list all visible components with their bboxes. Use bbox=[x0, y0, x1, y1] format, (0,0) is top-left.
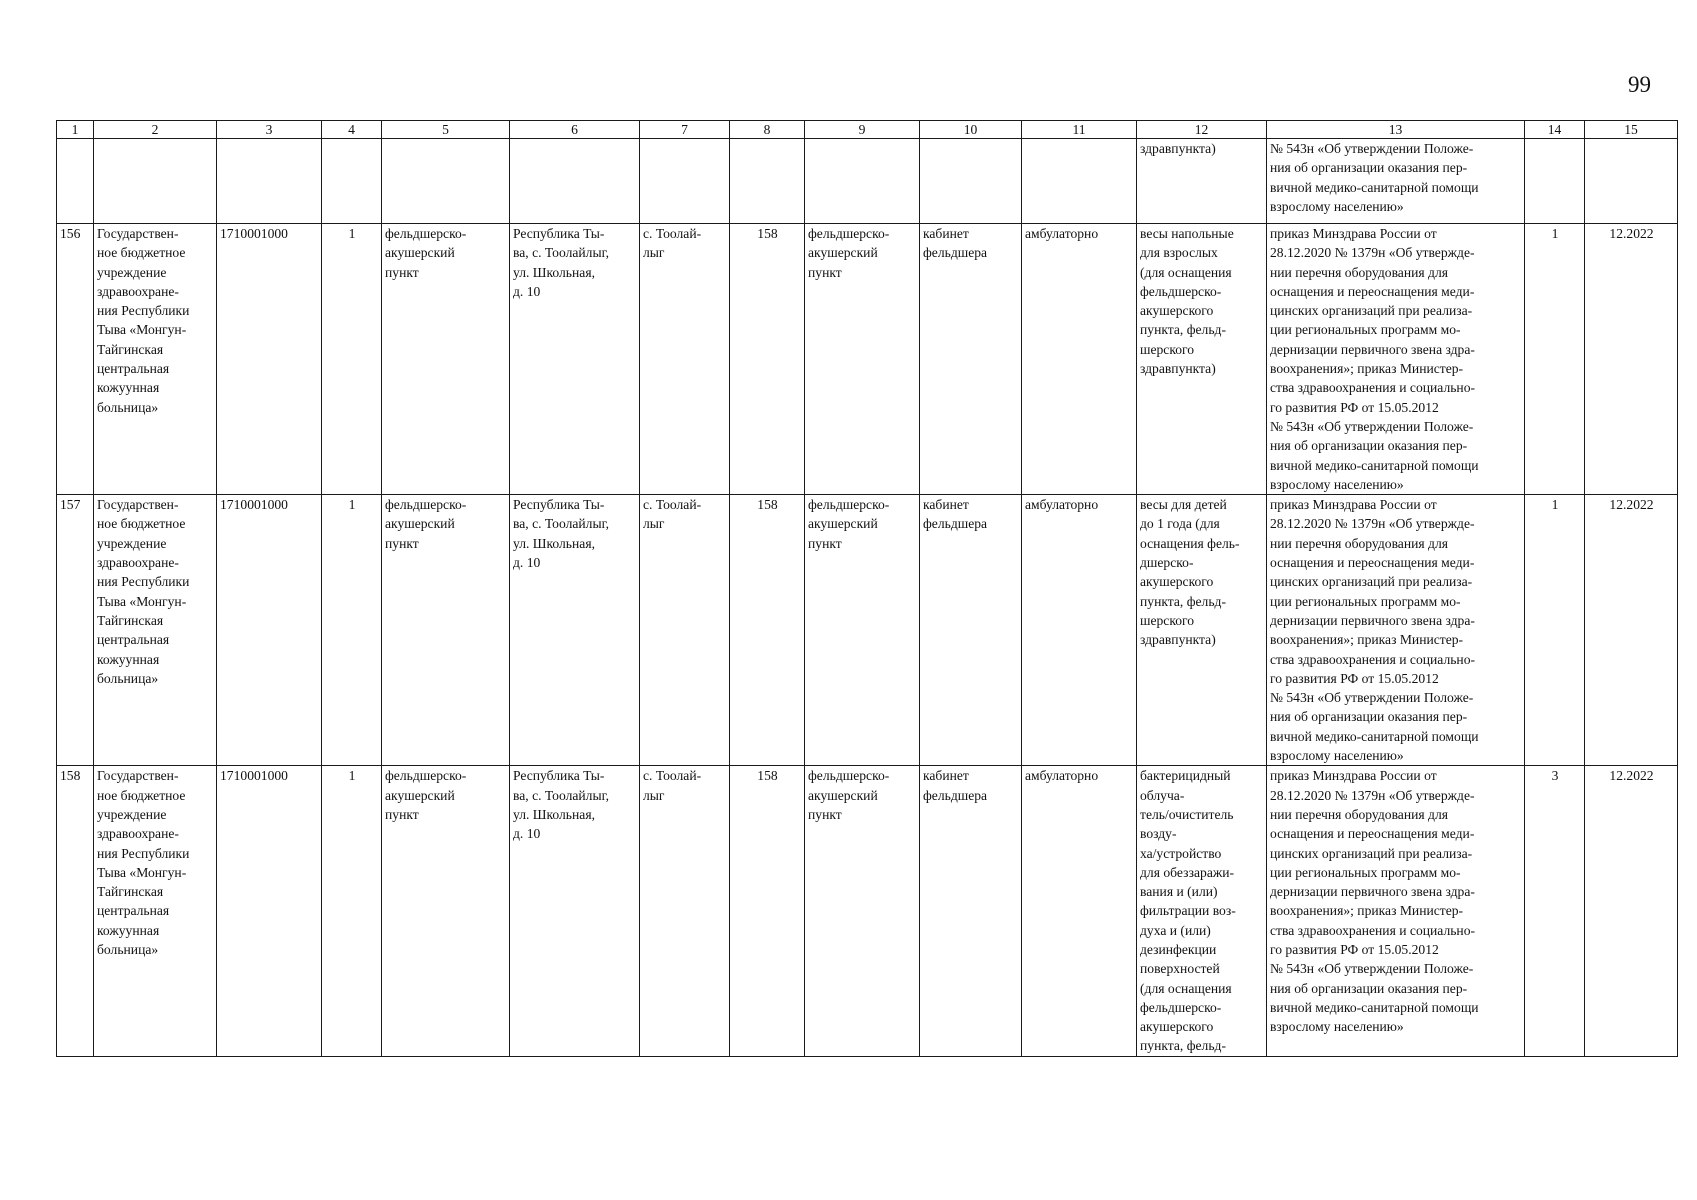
quantity-cell: 1 bbox=[1525, 495, 1585, 766]
count-cell: 1 bbox=[322, 224, 382, 495]
table-row bbox=[57, 224, 1678, 495]
date-cell: 12.2022 bbox=[1585, 495, 1678, 766]
row-number-cell: 157 bbox=[57, 495, 94, 766]
column-header: 1 bbox=[57, 121, 94, 139]
column-header: 11 bbox=[1022, 121, 1137, 139]
room-cell: кабинет фельдшера bbox=[920, 495, 1022, 766]
table-cell bbox=[217, 139, 322, 224]
row-number-cell: 156 bbox=[57, 224, 94, 495]
table-cell bbox=[1022, 139, 1137, 224]
column-header: 14 bbox=[1525, 121, 1585, 139]
table-cell bbox=[1525, 139, 1585, 224]
page-number: 99 bbox=[1628, 72, 1651, 97]
legal-basis-cell: приказ Минздрава России от 28.12.2020 № 1379н «Об утвержде- нии перечня оборудования для оснащения и переоснащения меди- цинских организаций при реализа- ции региональных программ мо- дернизации первичного звена здра- воохранения»; приказ Министер- ства здравоохранения и социально- го развития РФ от 15.05.2012 № 543н «Об утверждении Положе- ния об организации оказания пер- вичной медико-санитарной помощи взрослому населению» bbox=[1267, 766, 1525, 1056]
table-cell bbox=[920, 139, 1022, 224]
equipment-cell: бактерицидный облуча- тель/очиститель возду- ха/устройство для обеззаражи- вания и (или) фильтрации воз- духа и (или) дезинфекции поверхностей (для оснащения фельдшерско- акушерского пункта, фельд- bbox=[1137, 766, 1267, 1056]
count-cell: 1 bbox=[322, 766, 382, 1056]
facility-type-cell: фельдшерско- акушерский пункт bbox=[382, 224, 510, 495]
address-cell: Республика Ты- ва, с. Тоолайлыг, ул. Школьная, д. 10 bbox=[510, 766, 640, 1056]
legal-basis-cell: приказ Минздрава России от 28.12.2020 № 1379н «Об утвержде- нии перечня оборудования для оснащения и переоснащения меди- цинских организаций при реализа- ции региональных программ мо- дернизации первичного звена здра- воохранения»; приказ Министер- ства здравоохранения и социально- го развития РФ от 15.05.2012 № 543н «Об утверждении Положе- ния об организации оказания пер- вичной медико-санитарной помощи взрослому населению» bbox=[1267, 224, 1525, 495]
column-header: 15 bbox=[1585, 121, 1678, 139]
table-cell bbox=[640, 139, 730, 224]
unit-type-cell: фельдшерско- акушерский пункт bbox=[805, 766, 920, 1056]
equipment-table bbox=[56, 120, 1678, 1057]
care-form-cell: амбулаторно bbox=[1022, 766, 1137, 1056]
table-row bbox=[57, 495, 1678, 766]
number-cell: 158 bbox=[730, 495, 805, 766]
unit-type-cell: фельдшерско- акушерский пункт bbox=[805, 224, 920, 495]
number-cell: 158 bbox=[730, 766, 805, 1056]
code-cell: 1710001000 bbox=[217, 495, 322, 766]
care-form-cell: амбулаторно bbox=[1022, 495, 1137, 766]
address-cell: Республика Ты- ва, с. Тоолайлыг, ул. Школьная, д. 10 bbox=[510, 224, 640, 495]
equipment-cell: здравпункта) bbox=[1137, 139, 1267, 224]
quantity-cell: 1 bbox=[1525, 224, 1585, 495]
column-header: 3 bbox=[217, 121, 322, 139]
table-cell bbox=[94, 139, 217, 224]
table-cell bbox=[730, 139, 805, 224]
settlement-cell: с. Тоолай- лыг bbox=[640, 766, 730, 1056]
code-cell: 1710001000 bbox=[217, 766, 322, 1056]
quantity-cell: 3 bbox=[1525, 766, 1585, 1056]
room-cell: кабинет фельдшера bbox=[920, 224, 1022, 495]
continuation-row bbox=[57, 139, 1678, 224]
settlement-cell: с. Тоолай- лыг bbox=[640, 224, 730, 495]
legal-basis-cell: № 543н «Об утверждении Положе- ния об организации оказания пер- вичной медико-санитарной помощи взрослому населению» bbox=[1267, 139, 1525, 224]
legal-basis-cell: приказ Минздрава России от 28.12.2020 № 1379н «Об утвержде- нии перечня оборудования для оснащения и переоснащения меди- цинских организаций при реализа- ции региональных программ мо- дернизации первичного звена здра- воохранения»; приказ Министер- ства здравоохранения и социально- го развития РФ от 15.05.2012 № 543н «Об утверждении Положе- ния об организации оказания пер- вичной медико-санитарной помощи взрослому населению» bbox=[1267, 495, 1525, 766]
unit-type-cell: фельдшерско- акушерский пункт bbox=[805, 495, 920, 766]
organization-cell: Государствен- ное бюджетное учреждение здравоохране- ния Республики Тыва «Монгун- Тайгинская центральная кожуунная больница» bbox=[94, 766, 217, 1056]
column-header: 4 bbox=[322, 121, 382, 139]
column-header: 8 bbox=[730, 121, 805, 139]
column-header: 7 bbox=[640, 121, 730, 139]
table-row bbox=[57, 766, 1678, 1056]
facility-type-cell: фельдшерско- акушерский пункт bbox=[382, 766, 510, 1056]
settlement-cell: с. Тоолай- лыг bbox=[640, 495, 730, 766]
room-cell: кабинет фельдшера bbox=[920, 766, 1022, 1056]
column-header: 9 bbox=[805, 121, 920, 139]
number-cell: 158 bbox=[730, 224, 805, 495]
organization-cell: Государствен- ное бюджетное учреждение здравоохране- ния Республики Тыва «Монгун- Тайгинская центральная кожуунная больница» bbox=[94, 495, 217, 766]
table-cell bbox=[1585, 139, 1678, 224]
organization-cell: Государствен- ное бюджетное учреждение здравоохране- ния Республики Тыва «Монгун- Тайгинская центральная кожуунная больница» bbox=[94, 224, 217, 495]
row-number-cell: 158 bbox=[57, 766, 94, 1056]
date-cell: 12.2022 bbox=[1585, 766, 1678, 1056]
facility-type-cell: фельдшерско- акушерский пункт bbox=[382, 495, 510, 766]
table-cell bbox=[382, 139, 510, 224]
table-cell bbox=[510, 139, 640, 224]
table-cell bbox=[57, 139, 94, 224]
date-cell: 12.2022 bbox=[1585, 224, 1678, 495]
care-form-cell: амбулаторно bbox=[1022, 224, 1137, 495]
code-cell: 1710001000 bbox=[217, 224, 322, 495]
address-cell: Республика Ты- ва, с. Тоолайлыг, ул. Школьная, д. 10 bbox=[510, 495, 640, 766]
column-header: 6 bbox=[510, 121, 640, 139]
equipment-cell: весы для детей до 1 года (для оснащения фель- дшерско- акушерского пункта, фельд- шерского здравпункта) bbox=[1137, 495, 1267, 766]
column-header: 13 bbox=[1267, 121, 1525, 139]
column-header: 12 bbox=[1137, 121, 1267, 139]
table-cell bbox=[322, 139, 382, 224]
column-number-row bbox=[57, 121, 1678, 139]
column-header: 10 bbox=[920, 121, 1022, 139]
column-header: 2 bbox=[94, 121, 217, 139]
table-cell bbox=[805, 139, 920, 224]
column-header: 5 bbox=[382, 121, 510, 139]
count-cell: 1 bbox=[322, 495, 382, 766]
equipment-cell: весы напольные для взрослых (для оснащения фельдшерско- акушерского пункта, фельд- шерского здравпункта) bbox=[1137, 224, 1267, 495]
